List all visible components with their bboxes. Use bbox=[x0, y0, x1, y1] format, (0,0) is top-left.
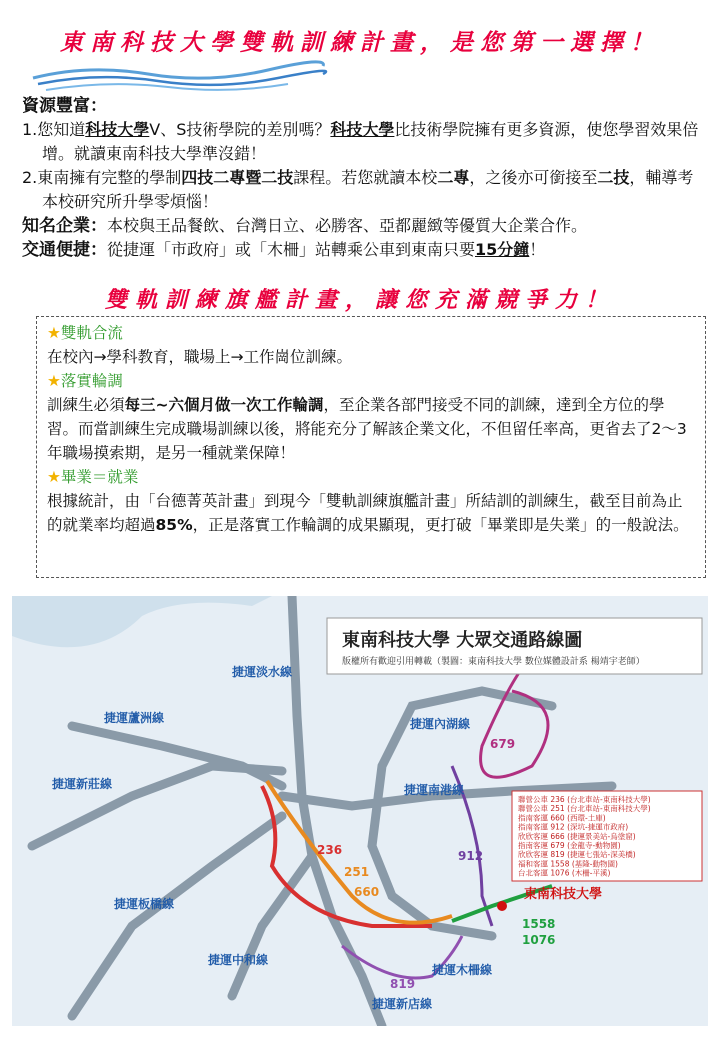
route-819: 819 bbox=[390, 977, 416, 991]
route-236: 236 bbox=[317, 843, 343, 857]
label-xinzhuang: 捷運新莊線 bbox=[52, 777, 113, 791]
legend-item: 欣欣客運 666 (捷運景美站-烏塗窟) bbox=[518, 831, 636, 841]
label-muzha: 捷運木柵線 bbox=[432, 963, 493, 977]
legend-item: 聯營公車 251 (台北車站-東南科技大學) bbox=[518, 804, 651, 814]
map-title: 東南科技大學 大眾交通路線圖 bbox=[342, 630, 583, 651]
resources-item-1 bbox=[22, 118, 702, 166]
text: ，至企業各部門接受不同的訓練，達到全方位的學習。而當訓練生完成職場訓練以後，將能充分了解該企業文化，不但留任率高，更省去了2～3年職場摸索期，是另一種就業保障！ bbox=[47, 396, 687, 462]
transit-map bbox=[12, 596, 708, 1026]
legend-item: 台北客運 1076 (木柵-平溪) bbox=[518, 868, 611, 878]
subtitle: 雙軌訓練旗艦計畫，讓您充滿競爭力！ bbox=[104, 288, 615, 313]
label-zhonghe: 捷運中和線 bbox=[208, 953, 269, 967]
text: 比技術學院擁有更多資源，使您學習效果倍增。就讀東南科技大學準沒錯！ bbox=[42, 120, 699, 163]
text: 從捷運「市政府」或「木柵」站轉乘公車到東南只要 bbox=[107, 240, 476, 259]
enterprise-heading: 知名企業： bbox=[22, 216, 107, 236]
star-icon: ★ bbox=[47, 324, 61, 342]
box-text-3 bbox=[47, 489, 695, 537]
label-nangang: 捷運南港線 bbox=[404, 783, 465, 797]
label-danshui: 捷運淡水線 bbox=[232, 665, 293, 679]
text-bold: 四技二專暨二技 bbox=[181, 168, 294, 187]
legend-item: 指南客運 660 (西環-土庫) bbox=[518, 813, 606, 823]
text: 1.您知道 bbox=[22, 120, 86, 139]
route-912: 912 bbox=[458, 849, 484, 863]
legend-item: 指南客運 912 (深坑-捷運市政府) bbox=[518, 822, 629, 832]
text: ，正是落實工作輪調的成果顯現，更打破「畢業即是失業」的一般說法。 bbox=[192, 516, 689, 534]
label-neihu: 捷運內湖線 bbox=[410, 717, 471, 731]
text: 雙軌合流 bbox=[60, 324, 123, 342]
route-679: 679 bbox=[490, 737, 516, 751]
transport-heading: 交通便捷： bbox=[22, 240, 107, 260]
box-heading-2 bbox=[47, 369, 695, 393]
text: 訓練生必須 bbox=[47, 396, 125, 414]
text: ！ bbox=[529, 240, 546, 259]
text: ，之後亦可銜接至 bbox=[469, 168, 598, 187]
text-bold: 85% bbox=[155, 516, 193, 534]
page-title: 東南科技大學雙軌訓練計畫，是您第一選擇！ bbox=[60, 30, 660, 56]
text: 畢業＝就業 bbox=[60, 468, 139, 486]
label-banqiao: 捷運板橋線 bbox=[114, 897, 175, 911]
intro-content bbox=[22, 94, 702, 262]
text: V、S技術學院的差別嗎？ bbox=[149, 120, 331, 139]
text: 根據統計，由「台德菁英計畫」到現今「雙軌訓練旗艦計畫」所結訓的訓練生，截至目前為止的就業率均超過 bbox=[47, 492, 683, 534]
text-bold: 科技大學 bbox=[330, 120, 395, 139]
enterprise-line bbox=[22, 214, 702, 238]
box-heading-3 bbox=[47, 465, 695, 489]
star-icon: ★ bbox=[47, 468, 61, 486]
resources-heading: 資源豐富： bbox=[22, 96, 107, 116]
legend-item: 欣欣客運 819 (捷運七張站-深美橋) bbox=[518, 850, 636, 860]
label-xindian: 捷運新店線 bbox=[372, 997, 433, 1011]
transport-line bbox=[22, 238, 702, 262]
school-marker bbox=[497, 901, 507, 911]
text-bold: 二專 bbox=[437, 168, 470, 187]
text-bold: 15分鐘 bbox=[475, 240, 530, 259]
legend-item: 福和客運 1558 (基隆-動物園) bbox=[518, 859, 618, 869]
decorative-wave bbox=[28, 56, 328, 96]
text: 2.東南擁有完整的學制 bbox=[22, 168, 182, 187]
box-text-1: 在校內→學科教育，職場上→工作崗位訓練。 bbox=[47, 348, 352, 366]
route-1558: 1558 bbox=[522, 917, 556, 931]
legend-item: 聯營公車 236 (台北車站-東南科技大學) bbox=[518, 795, 651, 804]
box-heading-1 bbox=[47, 321, 695, 345]
text: 落實輪調 bbox=[60, 372, 123, 390]
text-bold: 每三~六個月做一次工作輪調 bbox=[124, 396, 324, 414]
school-label: 東南科技大學 bbox=[524, 887, 603, 902]
route-660: 660 bbox=[354, 885, 380, 899]
resources-item-2 bbox=[22, 166, 702, 214]
box-text-2 bbox=[47, 393, 695, 465]
legend-item: 指南客運 679 (金龍寺-動物園) bbox=[518, 841, 621, 850]
map-credit: 版權所有歡迎引用轉載（製圖：東南科技大學 數位媒體設計系 楊靖宇老師） bbox=[342, 657, 645, 667]
text: 課程。若您就讀本校 bbox=[293, 168, 438, 187]
text: 本校與王品餐飲、台灣日立、必勝客、亞都麗緻等優質大企業合作。 bbox=[107, 216, 588, 235]
route-1076: 1076 bbox=[522, 933, 556, 947]
text-bold: 二技 bbox=[597, 168, 630, 187]
route-251: 251 bbox=[344, 865, 370, 879]
text-bold: 科技大學 bbox=[85, 120, 150, 139]
label-luzhou: 捷運蘆洲線 bbox=[104, 711, 165, 725]
text: ，輔導考本校研究所升學零煩惱！ bbox=[42, 168, 694, 211]
program-box bbox=[36, 316, 706, 578]
star-icon: ★ bbox=[47, 372, 61, 390]
